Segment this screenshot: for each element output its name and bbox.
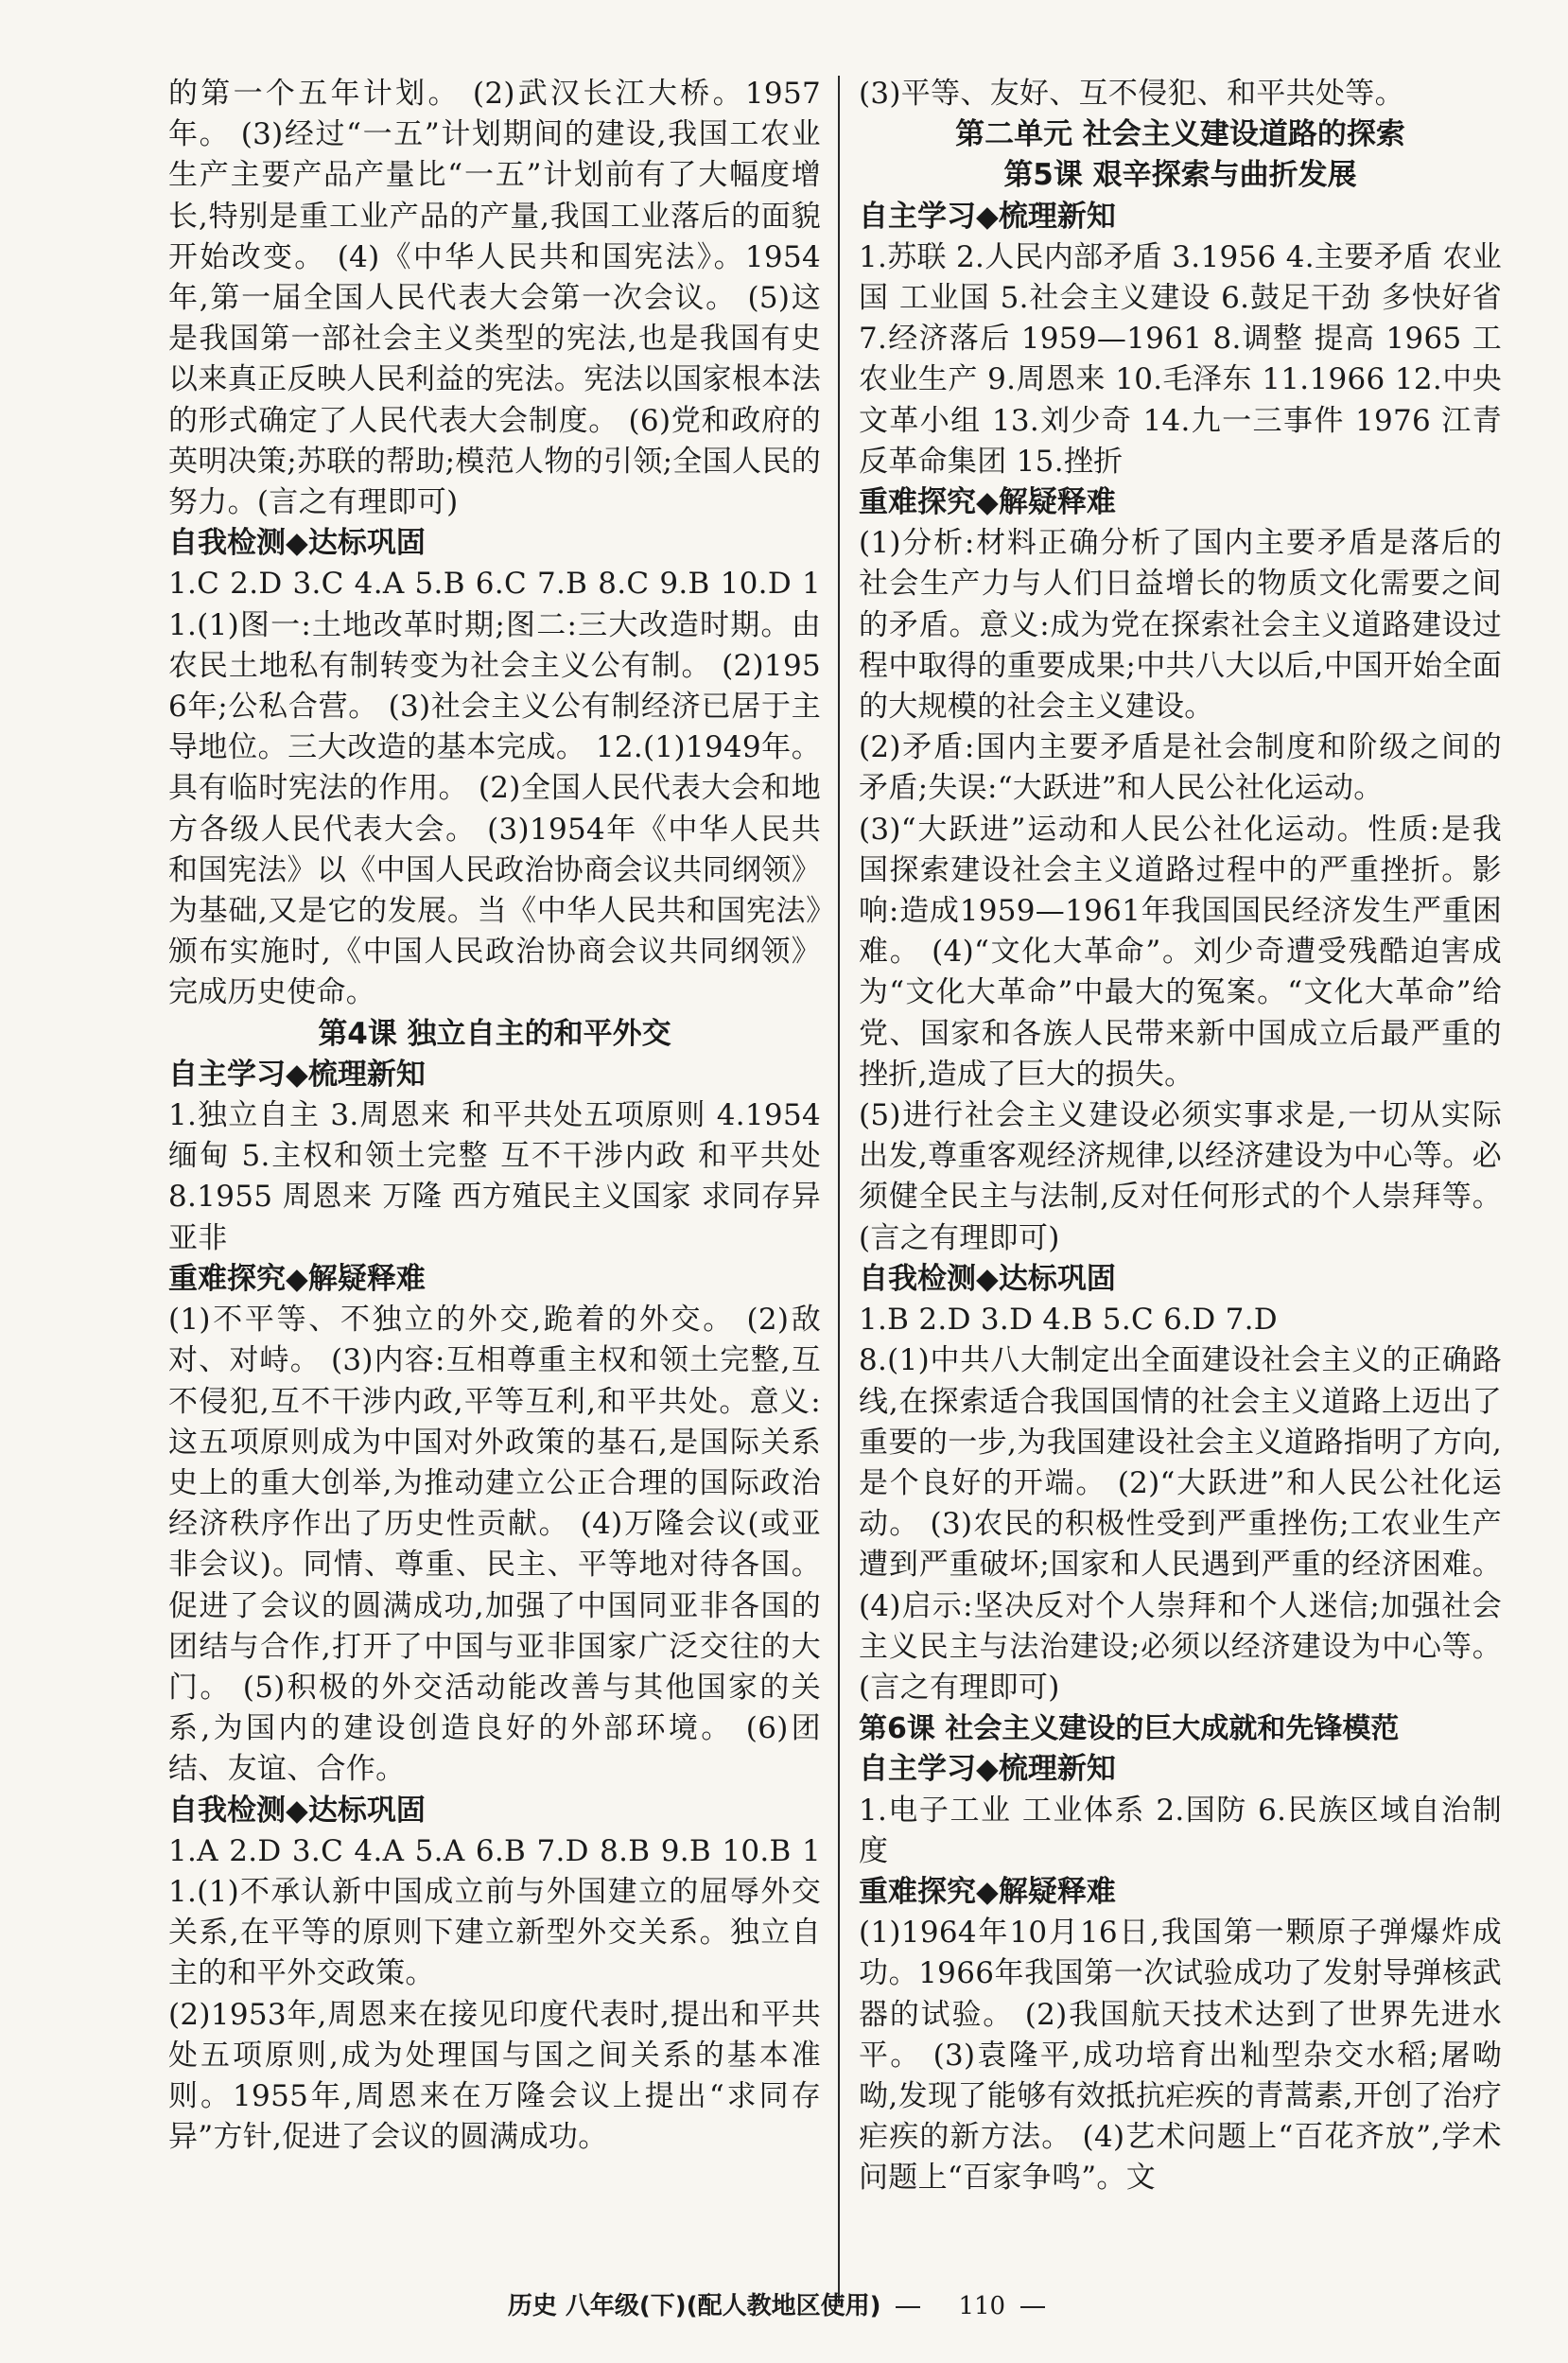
- section-heading: 自我检测◆达标巩固: [859, 1261, 1116, 1296]
- section-heading: 自主学习◆梳理新知: [859, 1752, 1116, 1787]
- section-heading: 自主学习◆梳理新知: [168, 1057, 426, 1092]
- paragraph: (2)矛盾:国内主要矛盾是社会制度和阶级之间的矛盾;失误:“大跃进”和人民公社化运动。: [859, 730, 1502, 806]
- right-column: [859, 74, 1502, 2199]
- paragraph: (1)不平等、不独立的外交,跪着的外交。 (2)敌对、对峙。 (3)内容:互相尊重主权和领土完整,互不侵犯,互不干涉内政,平等互利,和平共处。意义:这五项原则成为中国对外政策的基石,是国际关系史上的重大创举,为推动建立公正合理的国际政治经济秩序作出了历史性贡献。 (4)万隆会议(或亚非会议)。同情、尊重、民主、平等地对待各国。促进了会议的圆满成功,加强了中国同亚非各国的团结与合作,打开了中国与亚非国家广泛交往的大门。 (5)积极的外交活动能改善与其他国家的关系,为国内的建设创造良好的外部环境。 (6)团结、友谊、合作。: [168, 1303, 821, 1787]
- page-number: 110: [958, 2292, 1006, 2320]
- paragraph: (5)进行社会主义建设必须实事求是,一切从实际出发,尊重客观经济规律,以经济建设为中心等。必须健全民主与法制,反对任何形式的个人崇拜等。(言之有理即可): [859, 1098, 1502, 1255]
- paragraph: 1.苏联 2.人民内部矛盾 3.1956 4.主要矛盾 农业国 工业国 5.社会主义建设 6.鼓足干劲 多快好省 7.经济落后 1959—1961 8.调整 提高 1965 工农业生产 9.周恩来 10.毛泽东 11.1966 12.中央文革小组 13.刘少奇 14.九一三事件 1976 江青反革命集团 15.挫折: [859, 239, 1502, 479]
- section-heading: 重难探究◆解疑释难: [859, 1874, 1116, 1909]
- left-column: [168, 74, 821, 2158]
- paragraph: 1.B 2.D 3.D 4.B 5.C 6.D 7.D: [859, 1303, 1278, 1338]
- section-heading: 自我检测◆达标巩固: [168, 1793, 426, 1828]
- section-heading: 重难探究◆解疑释难: [859, 485, 1116, 520]
- lesson-title: 第6课 社会主义建设的巨大成就和先锋模范: [859, 1712, 1400, 1746]
- paragraph: 8.(1)中共八大制定出全面建设社会主义的正确路线,在探索适合我国国情的社会主义道路上迈出了重要的一步,为我国建设社会主义道路指明了方向,是个良好的开端。 (2)“大跃进”和人民公社化运动。 (3)农民的积极性受到严重挫伤;工农业生产遭到严重破坏;国家和人民遇到严重的经济困难。 (4)启示:坚决反对个人崇拜和个人迷信;加强社会主义民主与法治建设;必须以经济建设为中心等。(言之有理即可): [859, 1343, 1502, 1705]
- lesson-title: 第5课 艰辛探索与曲折发展: [1003, 158, 1357, 193]
- paragraph: 1.A 2.D 3.C 4.A 5.A 6.B 7.D 8.B 9.B 10.B 11.(1)不承认新中国成立前与外国建立的屈辱外交关系,在平等的原则下建立新型外交关系。独立自主的和平外交政策。: [168, 1833, 821, 1991]
- paragraph: 1.电子工业 工业体系 2.国防 6.民族区域自治制度: [859, 1793, 1502, 1868]
- paragraph: (2)1953年,周恩来在接见印度代表时,提出和平共处五项原则,成为处理国与国之间关系的基本准则。1955年,周恩来在万隆会议上提出“求同存异”方针,促进了会议的圆满成功。: [168, 1997, 821, 2155]
- unit-title: 第二单元 社会主义建设道路的探索: [955, 117, 1405, 152]
- page-footer: [0, 2284, 1568, 2328]
- paragraph: 的第一个五年计划。 (2)武汉长江大桥。1957年。 (3)经过“一五”计划期间的建设,我国工农业生产主要产品产量比“一五”计划前有了大幅度增长,特别是重工业产品的产量,我国工业落后的面貌开始改变。 (4)《中华人民共和国宪法》。1954年,第一届全国人民代表大会第一次会议。 (5)这是我国第一部社会主义类型的宪法,也是我国有史以来真正反映人民利益的宪法。宪法以国家根本法的形式确定了人民代表大会制度。 (6)党和政府的英明决策;苏联的帮助;模范人物的引领;全国人民的努力。(言之有理即可): [168, 77, 821, 520]
- footer-dash: [1020, 2306, 1045, 2308]
- section-heading: 自主学习◆梳理新知: [859, 199, 1116, 234]
- footer-subject: 历史 八年级(下)(配人教地区使用): [507, 2292, 881, 2320]
- paragraph: 1.C 2.D 3.C 4.A 5.B 6.C 7.B 8.C 9.B 10.D 11.(1)图一:土地改革时期;图二:三大改造时期。由农民土地私有制转变为社会主义公有制。 (2)1956年;公私合营。 (3)社会主义公有制经济已居于主导地位。三大改造的基本完成。 12.(1)1949年。具有临时宪法的作用。 (2)全国人民代表大会和地方各级人民代表大会。 (3)1954年《中华人民共和国宪法》以《中国人民政治协商会议共同纲领》为基础,又是它的发展。当《中华人民共和国宪法》颁布实施时,《中国人民政治协商会议共同纲领》完成历史使命。: [168, 567, 821, 1010]
- paragraph: 1.独立自主 3.周恩来 和平共处五项原则 4.1954 缅甸 5.主权和领土完整 互不干涉内政 和平共处 8.1955 周恩来 万隆 西方殖民主义国家 求同存异 亚非: [168, 1098, 821, 1255]
- section-heading: 自我检测◆达标巩固: [168, 526, 426, 561]
- paragraph: (1)1964年10月16日,我国第一颗原子弹爆炸成功。1966年我国第一次试验成功了发射导弹核武器的试验。 (2)我国航天技术达到了世界先进水平。 (3)袁隆平,成功培育出籼型杂交水稻;屠呦呦,发现了能够有效抵抗疟疾的青蒿素,开创了治疗疟疾的新方法。 (4)艺术问题上“百花齐放”,学术问题上“百家争鸣”。文: [859, 1916, 1502, 2196]
- paragraph: (1)分析:材料正确分析了国内主要矛盾是落后的社会生产力与人们日益增长的物质文化需要之间的矛盾。意义:成为党在探索社会主义道路建设过程中取得的重要成果;中共八大以后,中国开始全面的大规模的社会主义建设。: [859, 526, 1502, 725]
- lesson-title: 第4课 独立自主的和平外交: [318, 1016, 671, 1051]
- column-divider: [838, 76, 840, 2303]
- footer-dash: [896, 2306, 920, 2308]
- paragraph: (3)平等、友好、互不侵犯、和平共处等。: [859, 77, 1404, 111]
- paragraph: (3)“大跃进”运动和人民公社化运动。性质:是我国探索建设社会主义道路过程中的严重挫折。影响:造成1959—1961年我国国民经济发生严重困难。 (4)“文化大革命”。刘少奇遭受残酷迫害成为“文化大革命”中最大的冤案。“文化大革命”给党、国家和各族人民带来新中国成立后最严重的挫折,造成了巨大的损失。: [859, 812, 1502, 1092]
- section-heading: 重难探究◆解疑释难: [168, 1261, 426, 1296]
